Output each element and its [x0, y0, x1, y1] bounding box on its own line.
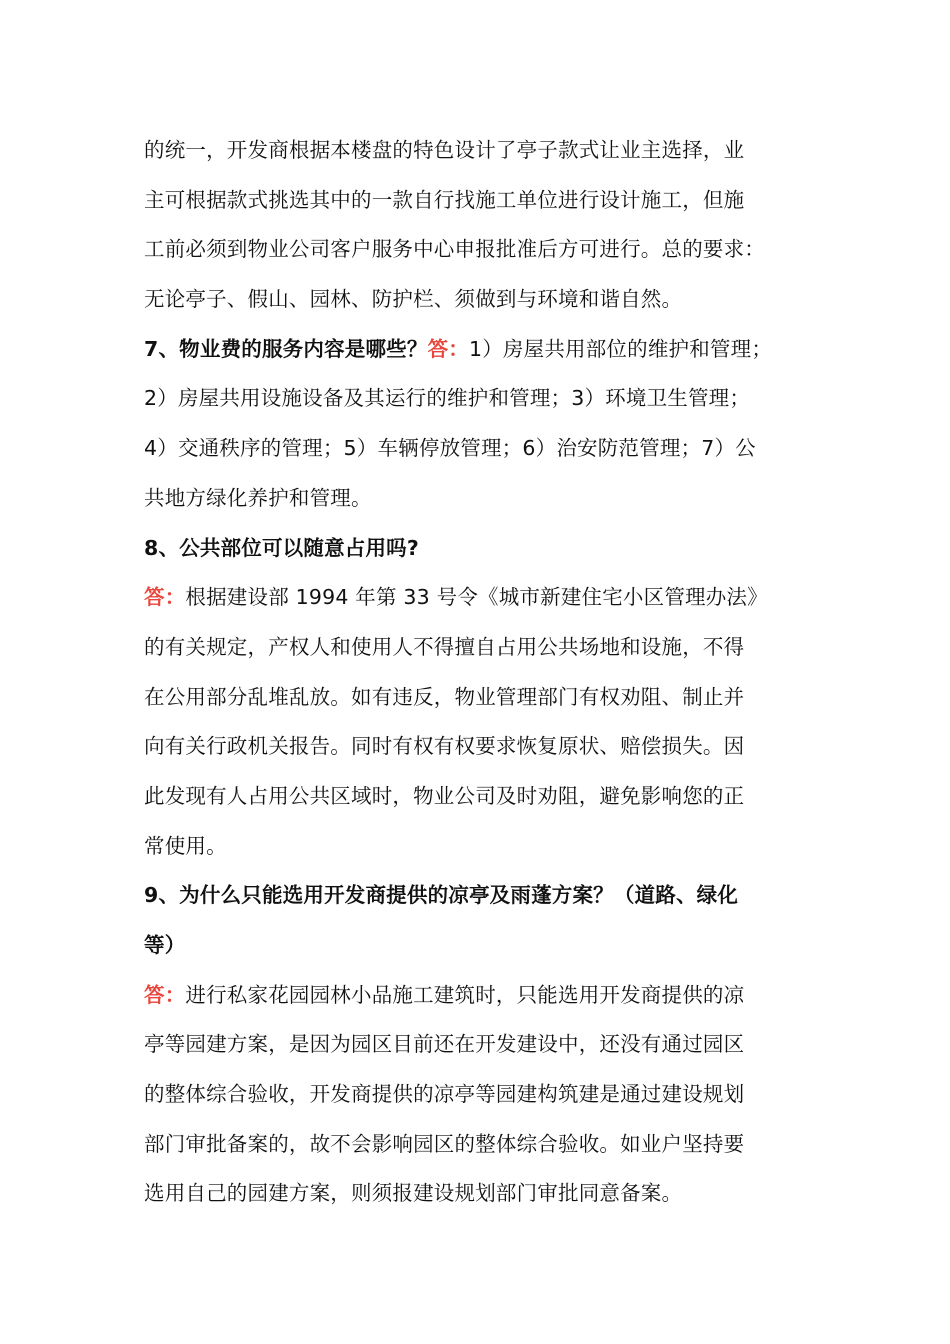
q8-answer-line: 此发现有人占用公共区域时，物业公司及时劝阻，避免影响您的正	[144, 783, 745, 808]
q7-question: 7、物业费的服务内容是哪些？	[144, 336, 428, 361]
q8-question: 8、公共部位可以随意占用吗?	[144, 535, 419, 560]
q9-first-line	[144, 971, 834, 1021]
q7-answer-line: 2）房屋共用设施设备及其运行的维护和管理；3）环境卫生管理；	[144, 386, 751, 411]
paragraph-line: 主可根据款式挑选其中的一款自行找施工单位进行设计施工，但施	[144, 187, 745, 212]
q8-answer-line: 向有关行政机关报告。同时有权有权要求恢复原状、赔偿损失。因	[144, 734, 745, 759]
paragraph-line: 工前必须到物业公司客户服务中心申报批准后方可进行。总的要求：	[144, 237, 765, 262]
q9-answer-line: 亭等园建方案，是因为园区目前还在开发建设中，还没有通过园区	[144, 1032, 745, 1057]
q8-answer-text: 根据建设部 1994 年第 33 号令《城市新建住宅小区管理办法》	[185, 585, 768, 610]
q7-answer-label: 答：	[427, 336, 469, 361]
q8-answer-line: 常使用。	[144, 833, 227, 858]
q9-answer-text: 进行私家花园园林小品施工建筑时，只能选用开发商提供的凉	[185, 982, 745, 1007]
q7-answer-text: 1）房屋共用部位的维护和管理；	[468, 336, 773, 361]
document-body	[144, 126, 834, 1219]
q9-question-continued: 等）	[144, 933, 186, 957]
paragraph-line: 的统一，开发商根据本楼盘的特色设计了亭子款式让业主选择，业	[144, 138, 745, 162]
q8-answer-line: 的有关规定，产权人和使用人不得擅自占用公共场地和设施，不得	[144, 634, 745, 659]
q9-answer-label: 答：	[144, 982, 186, 1007]
q7-answer-line: 4）交通秩序的管理；5）车辆停放管理；6）治安防范管理；7）公	[144, 436, 756, 461]
q7-answer-line: 共地方绿化养护和管理。	[144, 485, 372, 510]
q7-first-line	[144, 325, 834, 375]
q8-first-line	[144, 573, 834, 623]
q8-answer-label: 答：	[144, 585, 186, 610]
q8-answer-line: 在公用部分乱堆乱放。如有违反，物业管理部门有权劝阻、制止并	[144, 684, 745, 709]
q9-question: 9、为什么只能选用开发商提供的凉亭及雨蓬方案？（道路、绿化	[144, 883, 739, 908]
paragraph-line: 无论亭子、假山、园林、防护栏、须做到与环境和谐自然。	[144, 287, 683, 312]
q9-answer-line: 部门审批备案的，故不会影响园区的整体综合验收。如业户坚持要	[144, 1131, 745, 1156]
q9-answer-line: 的整体综合验收，开发商提供的凉亭等园建构筑建是通过建设规划	[144, 1082, 745, 1107]
q9-answer-line: 选用自己的园建方案，则须报建设规划部门审批同意备案。	[144, 1181, 683, 1206]
